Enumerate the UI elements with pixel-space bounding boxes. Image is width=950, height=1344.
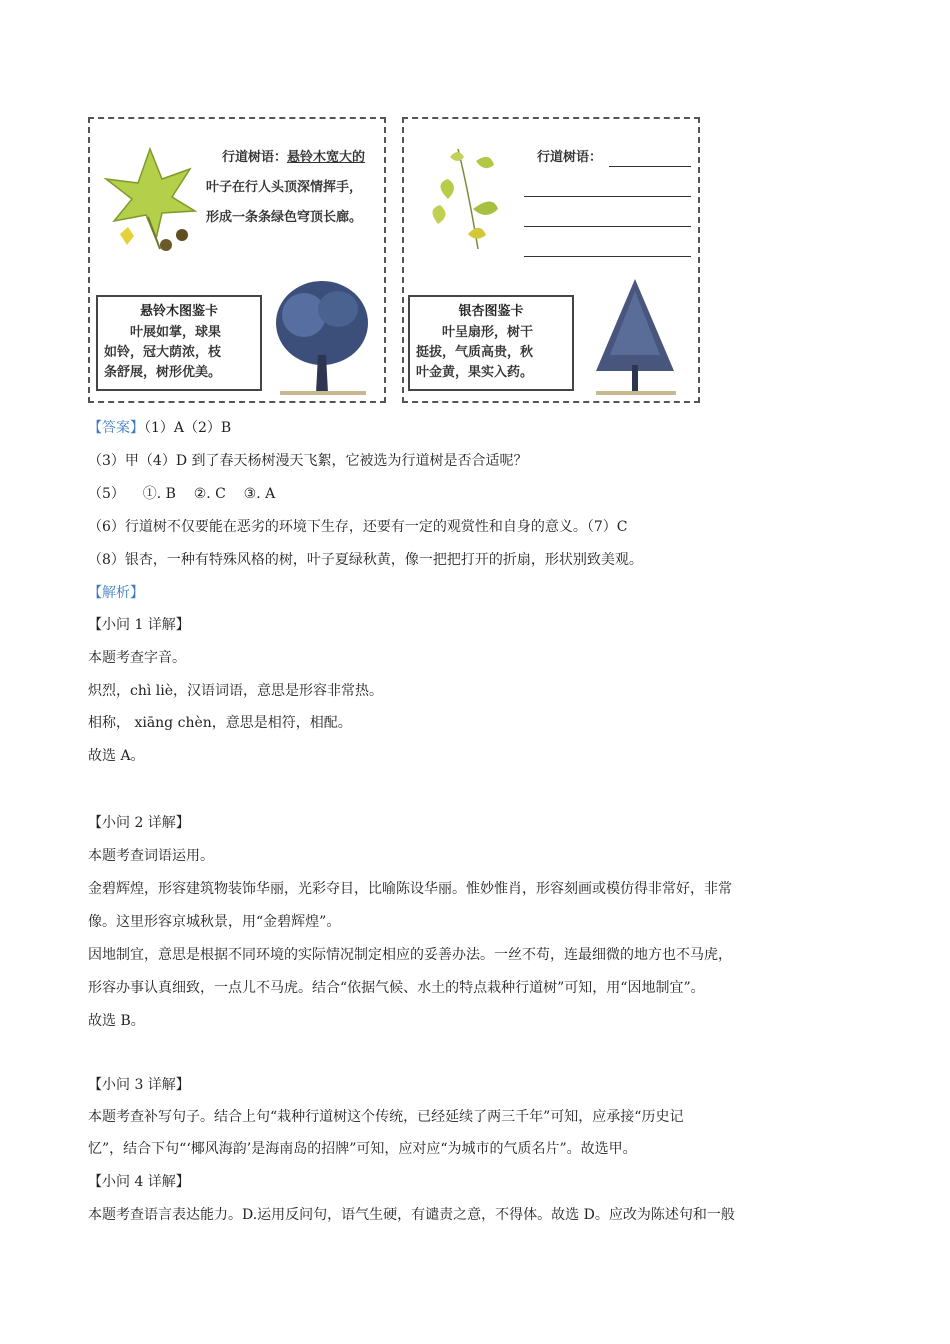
text-line: 本题考查补写句子。结合上句“栽种行道树这个传统，已经延续了两三千年”可知，应承接“历史记 — [88, 1109, 684, 1125]
box-title: 银杏图鉴卡 — [458, 304, 524, 319]
text-line: （6）行道树不仅要能在恶劣的环境下生存，还要有一定的观赏性和自身的意义。（7）C — [88, 519, 628, 535]
motto-blank-4[interactable] — [524, 256, 691, 257]
box-line: 叶金黄，果实入药。 — [416, 365, 534, 380]
plane-tree-info-box — [96, 295, 262, 391]
text-line: （8）银杏，一种有特殊风格的树，叶子夏绿秋黄，像一把把打开的折扇，形状别致美观。 — [88, 552, 643, 568]
ginkgo-leaf-illustration — [418, 139, 508, 254]
box-line: 叶展如掌，球果 — [130, 325, 222, 340]
text-line: 故选 A。 — [88, 748, 145, 764]
section-heading: 【小问 3 详解】 — [88, 1077, 190, 1093]
text-line: 因地制宜，意思是根据不同环境的实际情况制定相应的妥善办法。一丝不苟，连最细微的地方也不马虎， — [88, 947, 732, 963]
text-line: 形容办事认真细致，一点儿不马虎。结合“依据气候、水土的特点栽种行道树”可知，用“因地制宜”。 — [88, 980, 705, 996]
plane-leaf-illustration — [100, 139, 200, 254]
motto-label: 行道树语： — [537, 150, 603, 165]
answer-tag: 【答案】 — [88, 420, 144, 436]
ginkgo-card — [402, 117, 700, 403]
text-line: 炽烈，chì liè，汉语词语，意思是形容非常热。 — [88, 683, 384, 699]
motto-line2: 叶子在行人头顶深情挥手， — [206, 180, 363, 195]
section-heading: 【小问 4 详解】 — [88, 1174, 190, 1190]
section-heading: 【小问 2 详解】 — [88, 815, 190, 831]
text-line: 本题考查语言表达能力。D.运用反问句，语气生硬，有谴责之意，不得体。故选 D。应改为陈述句和一般 — [88, 1207, 735, 1223]
text-line: 像。这里形容京城秋景，用“金碧辉煌”。 — [88, 914, 341, 930]
plane-tree-card — [88, 117, 386, 403]
box-line: 如铃，冠大荫浓，枝 — [104, 345, 222, 360]
ginkgo-tree-illustration — [590, 275, 680, 399]
ginkgo-info-box — [408, 295, 574, 391]
motto-line3: 形成一条条绿色穹顶长廊。 — [206, 210, 363, 225]
text-line: 忆”，结合下句“‘椰风海韵’是海南岛的招牌”可知，应对应“为城市的气质名片”。故选甲。 — [88, 1141, 637, 1157]
text-line: 本题考查词语运用。 — [88, 848, 214, 864]
box-line: 叶呈扇形，树干 — [442, 325, 534, 340]
text-line: 故选 B。 — [88, 1013, 145, 1029]
motto-blank-2[interactable] — [524, 196, 691, 197]
text-line: （5） ①. B ②. C ③. A — [88, 486, 276, 502]
box-line: 挺拔，气质高贵，秋 — [416, 345, 534, 360]
line-text: （1）A（2）B — [144, 420, 232, 436]
section-heading: 【小问 1 详解】 — [88, 617, 190, 633]
answer-line — [88, 418, 231, 438]
motto-label: 行道树语： — [222, 150, 288, 165]
motto-line1: 悬铃木宽大的 — [287, 150, 366, 165]
analysis-tag: 【解析】 — [88, 585, 144, 601]
text-line: 相称， xiāng chèn，意思是相符，相配。 — [88, 715, 352, 731]
box-title: 悬铃木图鉴卡 — [139, 304, 218, 319]
box-line: 条舒展，树形优美。 — [104, 365, 222, 380]
text-line: 金碧辉煌，形容建筑物装饰华丽，光彩夺目，比喻陈设华丽。惟妙惟肖，形容刻画或模仿得非常好，非常 — [88, 881, 732, 897]
motto-blank-3[interactable] — [524, 226, 691, 227]
text-line: 本题考查字音。 — [88, 650, 186, 666]
plane-tree-illustration — [272, 275, 372, 399]
text-line: （3）甲（4）D 到了春天杨树漫天飞絮，它被选为行道树是否合适呢？ — [88, 453, 528, 469]
motto-blank-1[interactable] — [609, 166, 691, 167]
